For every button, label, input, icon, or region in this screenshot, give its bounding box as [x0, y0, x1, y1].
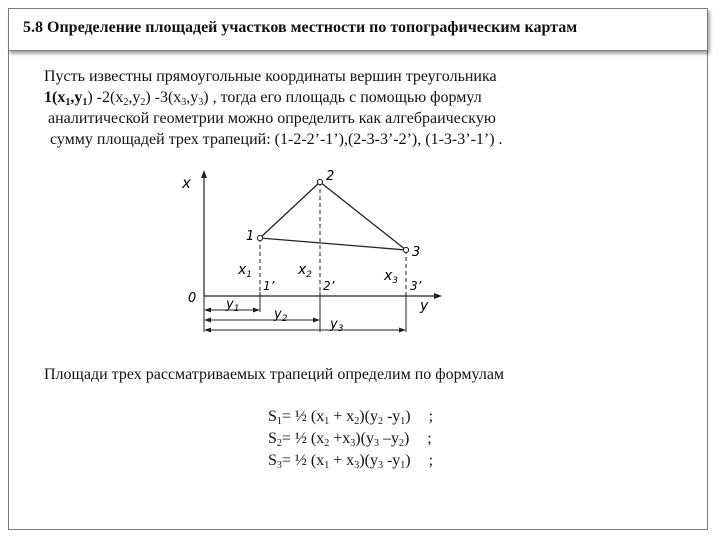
- formula-2: $S_2=$ ½ $(x_2 +x_3)(y_3$ $-y_2$) ;: [268, 430, 432, 449]
- vertex-1: [257, 235, 262, 240]
- edge-1-3: [260, 238, 406, 250]
- formula-block: [268, 406, 433, 472]
- y3-label: $y_3$: [330, 317, 344, 334]
- trapezoid-diagram: [170, 168, 450, 348]
- edge-1-2: [260, 182, 320, 238]
- x1-label: $x_1$: [238, 262, 253, 280]
- point-3-label: 3: [412, 245, 421, 260]
- dim-y1-arrow-r: [253, 308, 260, 313]
- origin-label: 0: [188, 291, 197, 306]
- dim-y3-arrow-r: [399, 328, 406, 333]
- point-1p-label: 1’: [263, 279, 275, 293]
- formulas-intro: Площади трех рассматриваемых трапеций определим по формулам: [44, 366, 505, 383]
- point-1-label: 1: [246, 229, 255, 244]
- point-2-label: 2: [326, 169, 335, 184]
- vertex-2: [317, 179, 322, 184]
- vertex-3: [403, 247, 408, 252]
- dim-y2-arrow-r: [313, 318, 320, 323]
- intro-line-2: $1(x_1,y_1)$ $-2(x_2,y_2)$ $-3(x_3,y_3)$ , тогда его площадь с помощью формул: [44, 89, 482, 108]
- point-3p-label: 3’: [410, 279, 422, 293]
- dim-y1-arrow-l: [204, 308, 211, 313]
- x3-label: $x_3$: [384, 268, 399, 286]
- intro-line-1: Пусть известны прямоугольные координаты вершин треугольника: [44, 68, 497, 85]
- edge-2-3: [320, 182, 406, 250]
- header-box: [8, 8, 708, 51]
- intro-line-3: аналитической геометрии можно определить как алгебраическую: [48, 110, 496, 127]
- point-2p-label: 2’: [323, 279, 335, 293]
- axis-x-label: x: [182, 174, 191, 192]
- intro-line-4: сумму площадей трех трапеций: (1-2-2’-1’),(2-3-3’-2’), (1-3-3’-1’) .: [50, 131, 503, 148]
- intro-paragraph: [44, 66, 604, 150]
- dim-y3-arrow-l: [204, 328, 211, 333]
- formula-1: $S_1=$ ½ $(x_1 + x_2)(y_2$ $-y_1$) ;: [268, 408, 434, 427]
- y1-label: $y_1$: [226, 297, 240, 314]
- formula-3: $S_3=$ ½ $(x_1 + x_3)(y_3$ $-y_1$) ;: [268, 452, 434, 471]
- x2-label: $x_2$: [298, 262, 313, 280]
- y2-label: $y_2$: [274, 307, 288, 324]
- dim-y2-arrow-l: [204, 318, 211, 323]
- x-axis-arrow: [201, 170, 207, 178]
- y-axis-arrow: [434, 293, 442, 299]
- axis-y-label: y: [420, 298, 429, 314]
- page-title: 5.8 Определение площадей участков местности по топографическим картам: [23, 19, 578, 36]
